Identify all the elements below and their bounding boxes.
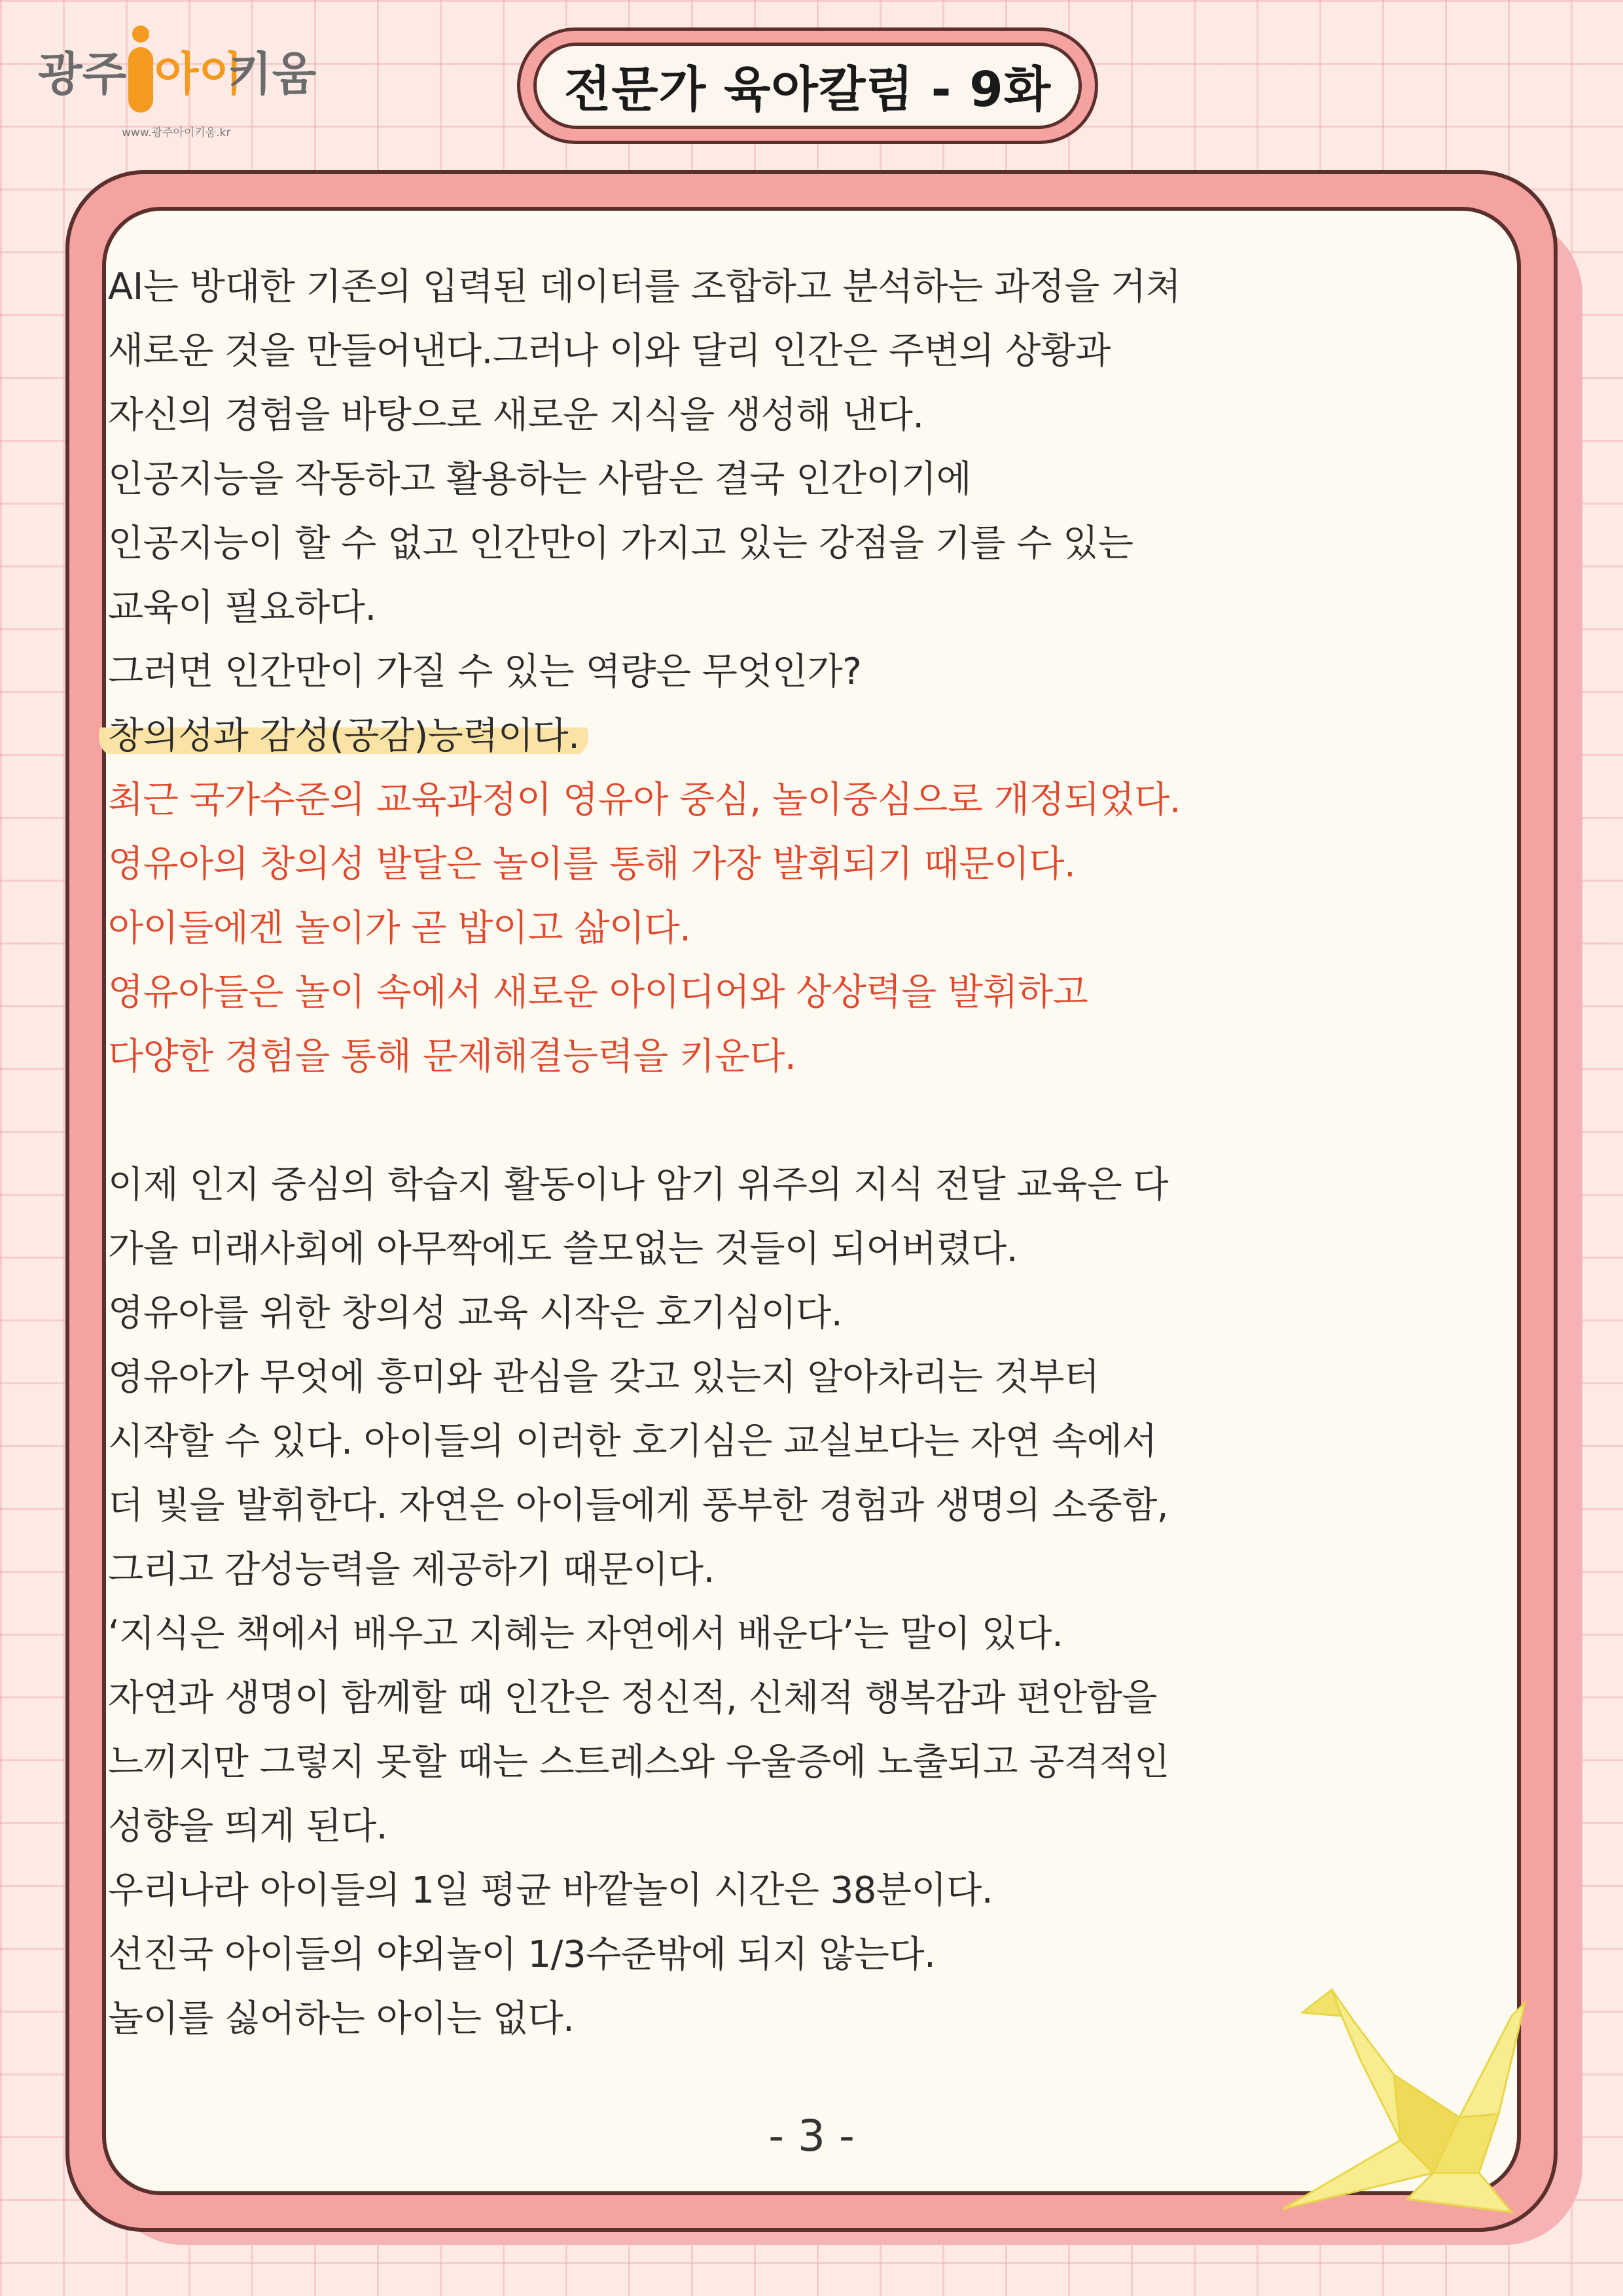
- logo-url: www.광주아이키움.kr: [122, 126, 231, 139]
- header-title-inner: [533, 43, 1082, 129]
- article-line-4: 인공지능을 작동하고 활용하는 사람은 결국 인간이기에: [108, 458, 972, 501]
- logo-text-ai: 아이: [154, 47, 243, 101]
- article-line-18: 영유아가 무엇에 흥미와 관심을 갖고 있는지 알아차리는 것부터: [108, 1356, 1099, 1399]
- article-emphasis-line-1: 최근 국가수준의 교육과정이 영유아 중심, 놀이중심으로 개정되었다.: [108, 779, 1181, 821]
- logo: [38, 25, 326, 139]
- article-line-2: 새로운 것을 만들어낸다.그러나 이와 달리 인간은 주변의 상황과: [108, 330, 1111, 372]
- article-line-27: 선진국 아이들의 야외놀이 1/3수준밖에 되지 않는다.: [108, 1933, 936, 1976]
- article-line-15: 이제 인지 중심의 학습지 활동이나 암기 위주의 지식 전달 교육은 다: [108, 1164, 1169, 1206]
- paragraph-gap: [108, 1089, 1476, 1153]
- article-line-24: 느끼지만 그렇지 못할 때는 스트레스와 우울증에 노출되고 공격적인: [108, 1741, 1169, 1784]
- article-emphasis-line-5: 다양한 경험을 통해 문제해결능력을 키운다.: [108, 1035, 796, 1078]
- logo-text-kium: 키움: [228, 47, 317, 101]
- article-line-6: 교육이 필요하다.: [108, 586, 376, 629]
- article-emphasis-line-3: 아이들에겐 놀이가 곧 밥이고 삶이다.: [108, 907, 691, 950]
- paper-crane-icon: [1263, 1977, 1551, 2219]
- article-line-3: 자신의 경험을 바탕으로 새로운 지식을 생성해 낸다.: [108, 394, 924, 437]
- article-quote-line: ‘지식은 책에서 배우고 지혜는 자연에서 배운다’는 말이 있다.: [108, 1613, 1063, 1655]
- article-line-28: 놀이를 싫어하는 아이는 없다.: [108, 1998, 575, 2040]
- highlight-text: 창의성과 감성(공감)능력이다.: [99, 715, 588, 757]
- article-line-23: 자연과 생명이 함께할 때 인간은 정신적, 신체적 행복감과 편안함을: [108, 1677, 1157, 1719]
- article-line-5: 인공지능이 할 수 없고 인간만이 가지고 있는 강점을 기를 수 있는: [108, 522, 1133, 565]
- header-title-badge: [517, 27, 1098, 144]
- page-number: - 3 -: [768, 2111, 855, 2161]
- article-body: [108, 255, 1476, 2051]
- article-line-26: 우리나라 아이들의 1일 평균 바깥놀이 시간은 38분이다.: [108, 1869, 993, 1912]
- article-line-21: 그리고 감성능력을 제공하기 때문이다.: [108, 1549, 715, 1591]
- logo-figure-icon: [123, 25, 158, 117]
- article-highlight-line: [108, 704, 1476, 768]
- article-line-25: 성향을 띄게 된다.: [108, 1805, 388, 1848]
- article-emphasis-line-4: 영유아들은 놀이 속에서 새로운 아이디어와 상상력을 발휘하고: [108, 971, 1088, 1014]
- logo-text-gwangju: 광주: [38, 47, 127, 101]
- article-line-16: 가올 미래사회에 아무짝에도 쓸모없는 것들이 되어버렸다.: [108, 1228, 1018, 1270]
- article-emphasis-line-2: 영유아의 창의성 발달은 놀이를 통해 가장 발휘되기 때문이다.: [108, 843, 1076, 886]
- article-line-1: AI는 방대한 기존의 입력된 데이터를 조합하고 분석하는 과정을 거쳐: [108, 266, 1181, 308]
- article-line-7: 그러면 인간만이 가질 수 있는 역량은 무엇인가?: [108, 651, 862, 693]
- article-line-20: 더 빛을 발휘한다. 자연은 아이들에게 풍부한 경험과 생명의 소중함,: [108, 1484, 1169, 1527]
- page-title: 전문가 육아칼럼 - 9화: [563, 62, 1052, 118]
- article-line-17: 영유아를 위한 창의성 교육 시작은 호기심이다.: [108, 1292, 843, 1335]
- article-line-19: 시작할 수 있다. 아이들의 이러한 호기심은 교실보다는 자연 속에서: [108, 1420, 1157, 1463]
